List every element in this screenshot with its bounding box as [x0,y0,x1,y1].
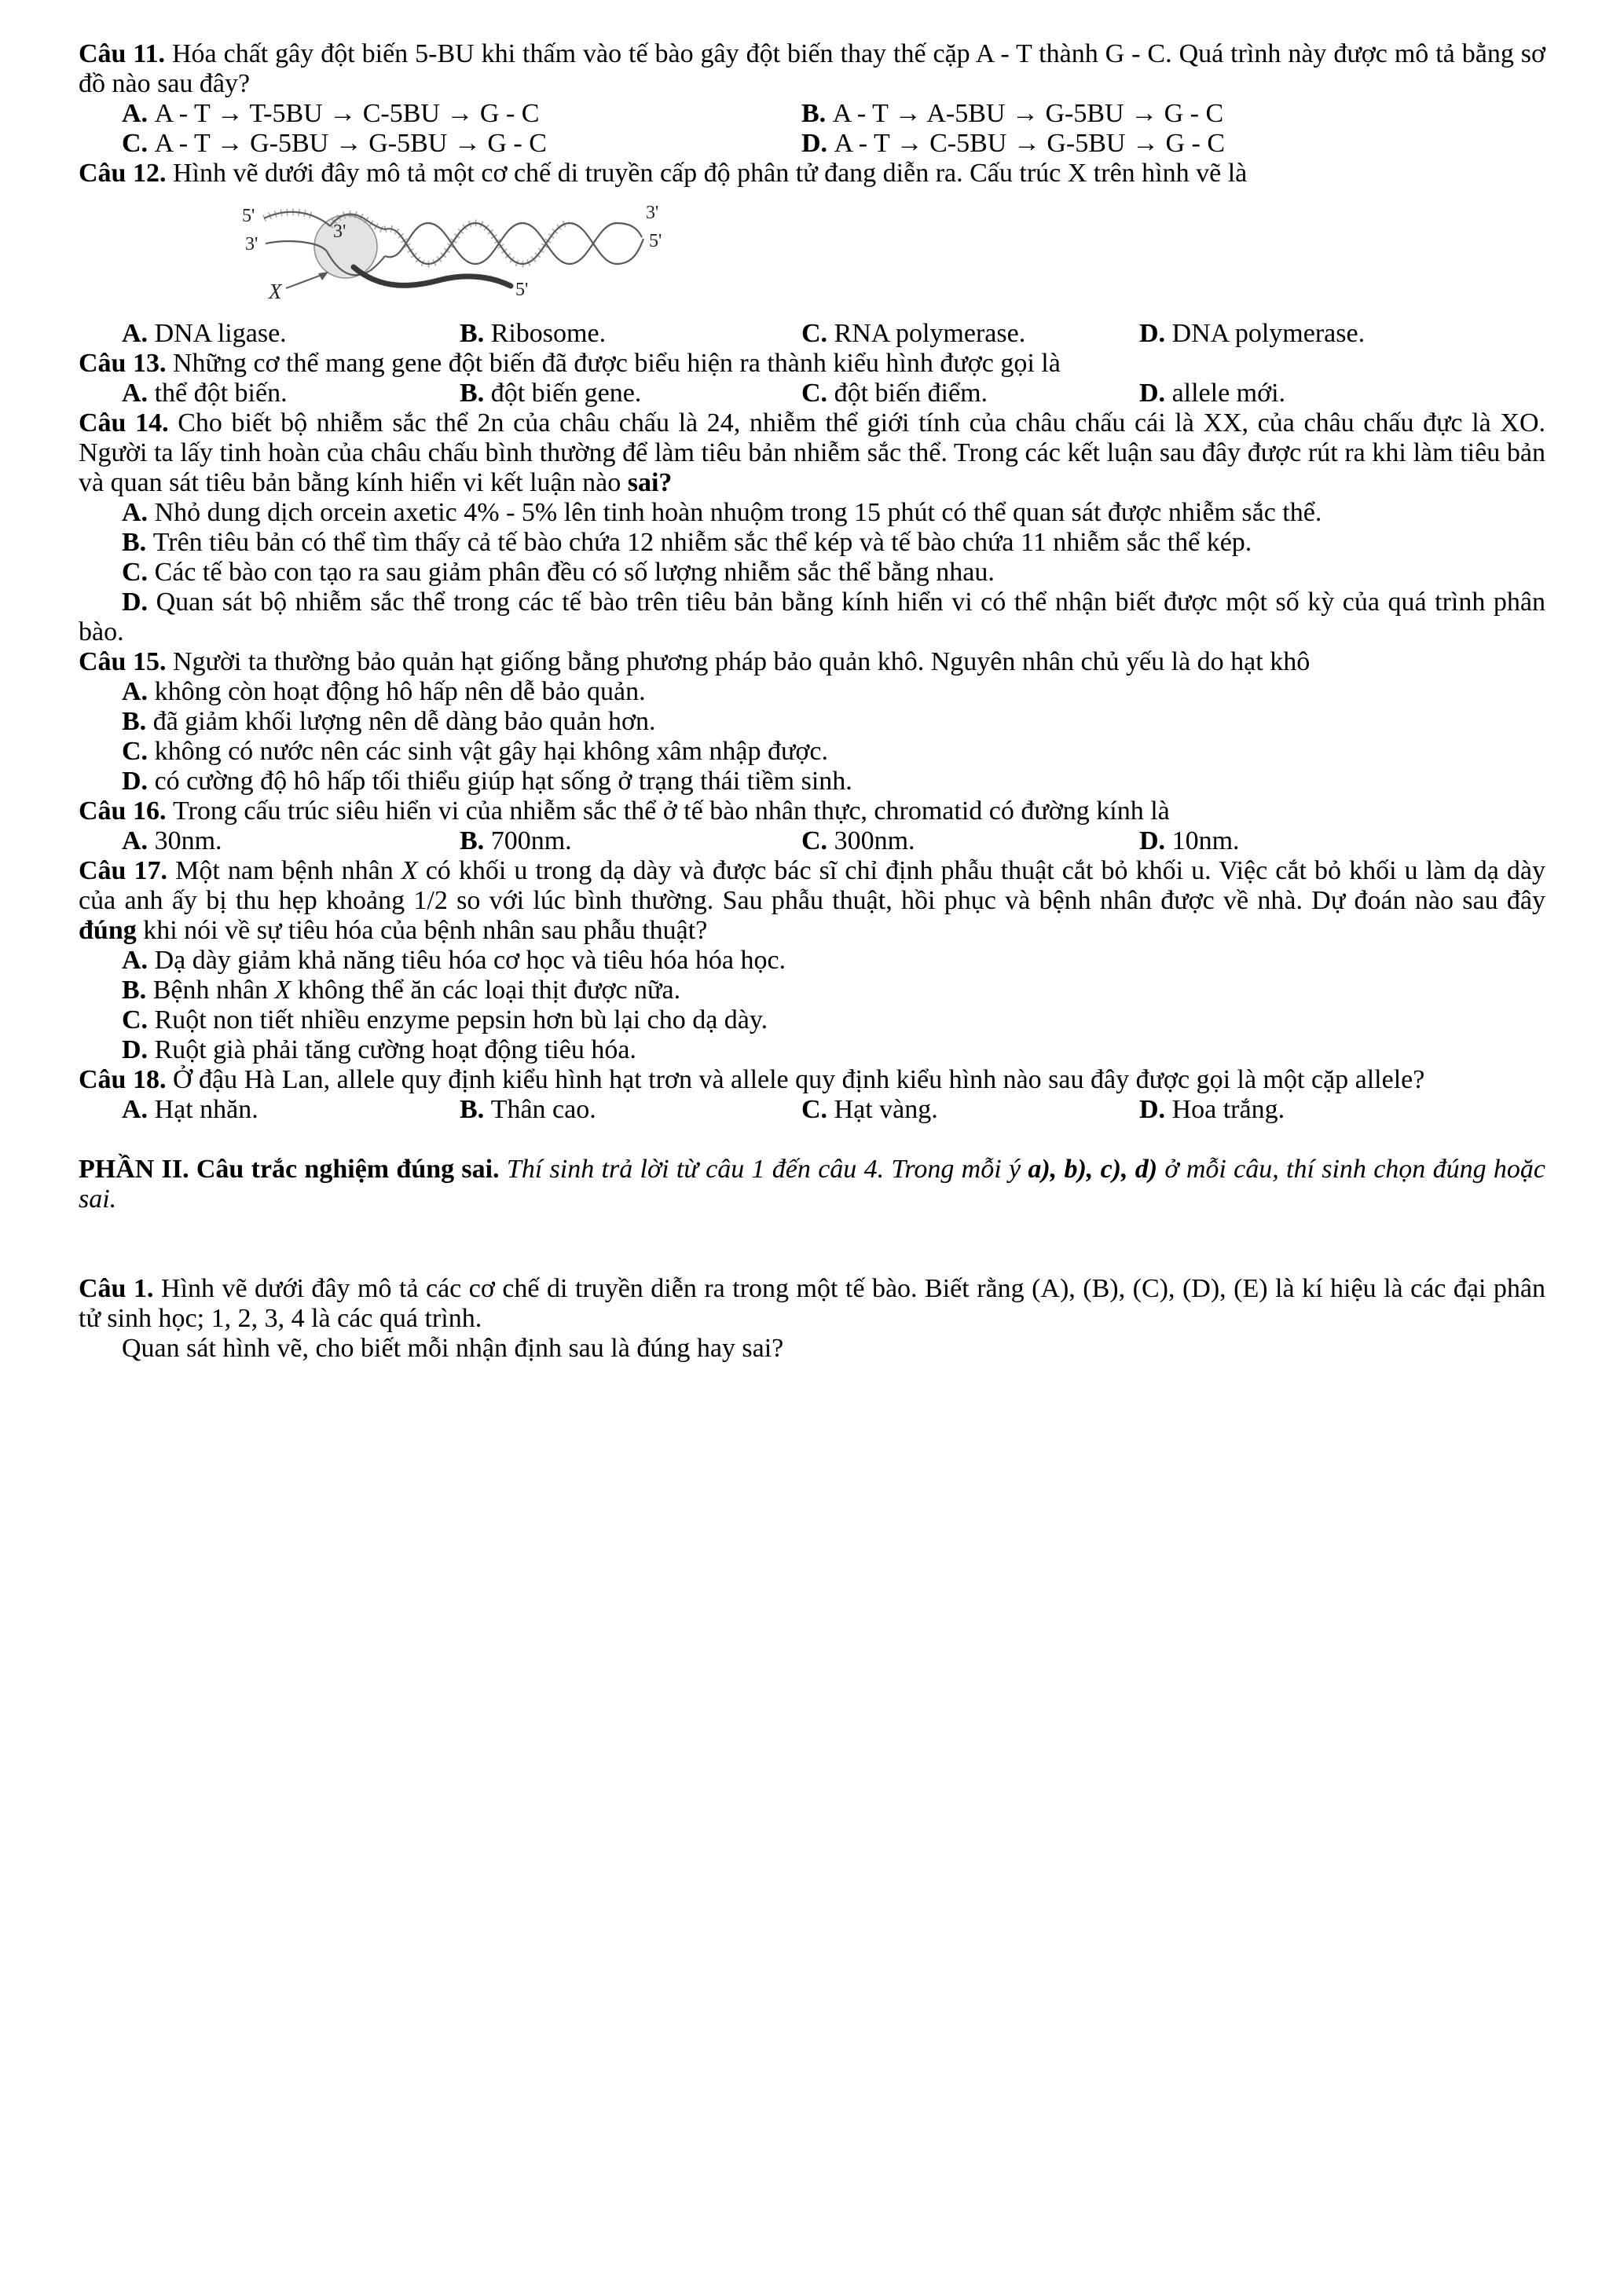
text-run: DNA ligase. [154,319,287,348]
rna-strand [354,267,511,286]
question-number: Câu 13. [79,349,173,378]
question-instruction: Quan sát hình vẽ, cho biết mỗi nhận định sau là đúng hay sai? [122,1334,784,1363]
text-run: Trên tiêu bản có thể tìm thấy cả tế bào chứa 12 nhiễm sắc thể kép và tế bào chứa 11 nhiễm sắc thể kép. [152,528,1252,557]
option-letter: C. [122,1005,155,1034]
answer-option-d [79,588,1545,647]
answer-option-c [122,129,801,159]
label-3-prime-bubble: 3' [333,222,346,242]
answer-option-c [801,379,1139,408]
text-run: A - T → G-5BU → G-5BU → G - C [154,129,547,158]
option-letter: D. [1139,826,1172,855]
answer-option-c [79,1005,1545,1035]
answer-options [79,319,1545,349]
answer-option-d [1139,1095,1545,1125]
option-letter: C. [801,379,834,408]
section-heading-text [79,1155,1545,1214]
answer-option-a [79,498,1545,528]
text-run: DNA polymerase. [1171,319,1366,348]
text-run: Cho biết bộ nhiễm sắc thể 2n của châu chấu là 24, nhiễm thể giới tính của châu chấu cái là XX, của châu chấu đực là XO. Người ta lấy tinh hoàn của châu chấu bình thường để làm tiêu bản nhiễm sắc thể. Trong các kết luận sau đây được rút ra khi làm tiêu bản và quan sát tiêu bản bằng kính hiển vi kết luận nào [79,408,1545,497]
answer-option-d [1139,379,1545,408]
section-heading [79,1155,1545,1214]
answer-options [79,1095,1545,1125]
answer-options [79,826,1545,856]
question-number: Câu 1. [79,1274,161,1303]
text-run: khi nói về sự tiêu hóa của bệnh nhân sau phẫu thuật? [136,916,708,945]
question-block [79,349,1545,408]
option-letter: D. [122,767,155,796]
answer-options [79,379,1545,408]
text-run: không có nước nên các sinh vật gây hại không xâm nhập được. [154,737,828,766]
question-number: Câu 17. [79,856,176,885]
label-5-prime-rna-end: 5' [515,280,529,300]
text-run: không thể ăn các loại thịt được nữa. [291,976,681,1005]
question-block [79,408,1545,647]
text-run: Ruột già phải tăng cường hoạt động tiêu hóa. [154,1035,636,1064]
answer-option-c [801,319,1139,349]
option-letter: A. [122,319,155,348]
answer-option-b [460,826,801,856]
option-letter: C. [801,1095,834,1124]
pointer-arrowhead [318,272,328,280]
text-run: Bệnh nhân [152,976,275,1005]
text-run: Một nam bệnh nhân [175,856,401,885]
answer-option-b [79,976,1545,1005]
answer-option-b [460,319,801,349]
answer-option-a [122,99,801,129]
answer-option-c [801,826,1139,856]
text-run: A - T → A-5BU → G-5BU → G - C [832,99,1224,128]
answer-option-d [79,1035,1545,1065]
text-run: Hình vẽ dưới đây mô tả các cơ chế di truyền diễn ra trong một tế bào. Biết rằng (A), (B), (C), (D), (E) là kí hiệu là các đại phân tử sinh học; 1, 2, 3, 4 là các quá trình. [79,1274,1545,1333]
option-letter: C. [122,737,155,766]
question-text [79,159,1545,189]
option-letter: D. [122,1035,155,1064]
label-3-prime-right-top: 3' [646,203,659,223]
option-letter: B. [122,976,153,1005]
text-run: X [274,976,291,1005]
option-letter: B. [460,319,491,348]
text-run: Hình vẽ dưới đây mô tả một cơ chế di truyền cấp độ phân tử đang diễn ra. Cấu trúc X trên hình vẽ là [172,159,1248,188]
answer-option-a [79,946,1545,976]
option-letter: B. [460,826,491,855]
text-run: 10nm. [1171,826,1240,855]
question-text [79,856,1545,946]
question-text [79,1274,1545,1334]
text-run: Hoa trắng. [1171,1095,1285,1124]
answer-option-a [122,826,460,856]
text-run: Hạt vàng. [834,1095,938,1124]
answer-option-a [122,379,460,408]
text-run: Các tế bào con tạo ra sau giảm phân đều có số lượng nhiễm sắc thể bằng nhau. [154,558,995,587]
text-run: đúng [79,916,137,945]
text-run: đột biến điểm. [834,379,988,408]
option-letter: D. [122,588,156,617]
option-letter: A. [122,677,155,706]
text-run: Hạt nhăn. [154,1095,258,1124]
answer-option-b [79,528,1545,558]
text-run: Thí sinh trả lời từ câu 1 đến câu 4. Trong mỗi ý [506,1155,1028,1184]
text-run: đột biến gene. [490,379,642,408]
question-block [79,1274,1545,1364]
answer-option-b [460,1095,801,1125]
text-run: A - T → T-5BU → C-5BU → G - C [154,99,540,128]
question-block [79,39,1545,159]
text-run: Quan sát bộ nhiễm sắc thể trong các tế bào trên tiêu bản bằng kính hiển vi có thể nhận biết được một số kỳ của quá trình phân bào. [79,588,1545,646]
dna-transcription-diagram [236,195,664,314]
answer-option-b [460,379,801,408]
answer-option-d [1139,826,1545,856]
option-letter: A. [122,826,155,855]
label-5-prime-left-top: 5' [242,206,255,226]
option-letter: A. [122,379,155,408]
question-text [79,39,1545,99]
answer-option-d [801,129,1545,159]
answer-option-c [79,737,1545,767]
text-run: Ở đậu Hà Lan, allele quy định kiểu hình hạt trơn và allele quy định kiểu hình nào sau đây được gọi là một cặp allele? [172,1065,1425,1094]
question-number: Câu 18. [79,1065,173,1094]
dna-strand [264,212,330,226]
answer-options [79,677,1545,796]
option-letter: B. [460,1095,491,1124]
option-letter: C. [122,129,155,158]
question-text [79,647,1545,677]
question-text [79,349,1545,379]
answer-option-c [801,1095,1139,1125]
text-run: đã giảm khối lượng nên dễ dàng bảo quản hơn. [152,707,656,736]
option-letter: C. [122,558,155,587]
text-run: Hóa chất gây đột biến 5-BU khi thấm vào tế bào gây đột biến thay thế cặp A - T thành G - C. Quá trình này được mô tả bằng sơ đồ nào sau đây? [79,39,1545,98]
text-run: không còn hoạt động hô hấp nên dễ bảo quản. [154,677,646,706]
question-number: Câu 11. [79,39,172,68]
question-number: Câu 15. [79,647,173,676]
option-letter: B. [801,99,833,128]
answer-options [79,498,1545,647]
answer-option-b [801,99,1545,129]
text-run: Thân cao. [490,1095,596,1124]
answer-option-a [79,677,1545,707]
option-letter: A. [122,99,155,128]
label-structure-x: X [269,280,282,303]
answer-option-d [1139,319,1545,349]
text-run: allele mới. [1171,379,1286,408]
answer-option-a [122,319,460,349]
text-run: a), b), c), d) [1028,1155,1158,1184]
option-letter: A. [122,946,155,975]
question-block [79,647,1545,796]
option-letter: D. [1139,1095,1172,1124]
text-run: RNA polymerase. [834,319,1026,348]
option-letter: B. [460,379,491,408]
base-pair-ticks [385,223,570,264]
text-run: sai? [627,468,673,497]
text-run: Người ta thường bảo quản hạt giống bằng phương pháp bảo quản khô. Nguyên nhân chủ yếu là do hạt khô [172,647,1311,676]
text-run: X [401,856,418,885]
dna-transcription-figure [236,195,1545,314]
text-run: 700nm. [490,826,572,855]
answer-options [79,99,1545,159]
text-run: Trong cấu trúc siêu hiển vi của nhiễm sắc thể ở tế bào nhân thực, chromatid có đường kính là [172,796,1170,826]
text-run: Ribosome. [490,319,607,348]
text-run: Nhỏ dung dịch orcein axetic 4% - 5% lên tinh hoàn nhuộm trong 15 phút có thể quan sát được nhiễm sắc thể. [154,498,1322,527]
question-text [79,1065,1545,1095]
answer-option-c [79,558,1545,588]
text-run: Ruột non tiết nhiều enzyme pepsin hơn bù lại cho dạ dày. [154,1005,768,1034]
question-block [79,856,1545,1065]
text-run: 30nm. [154,826,222,855]
question-block [79,159,1545,349]
pointer-line [286,274,324,288]
text-run: 300nm. [834,826,915,855]
label-5-prime-right-bottom: 5' [649,231,662,251]
option-letter: C. [801,319,834,348]
option-letter: D. [801,129,834,158]
option-letter: B. [122,528,153,557]
question-block [79,796,1545,856]
option-letter: A. [122,498,155,527]
text-run: thể đột biến. [154,379,288,408]
text-run: Những cơ thể mang gene đột biến đã được biểu hiện ra thành kiểu hình được gọi là [172,349,1061,378]
text-run: Dạ dày giảm khả năng tiêu hóa cơ học và tiêu hóa hóa học. [154,946,786,975]
question-text [79,408,1545,498]
question-number: Câu 12. [79,159,173,188]
answer-option-b [79,707,1545,737]
label-3-prime-left-bottom: 3' [245,234,258,255]
text-run: A - T → C-5BU → G-5BU → G - C [834,129,1225,158]
answer-option-d [79,767,1545,796]
text-run: có cường độ hô hấp tối thiểu giúp hạt sống ở trạng thái tiềm sinh. [154,767,852,796]
answer-options [79,946,1545,1065]
option-letter: B. [122,707,153,736]
text-run: PHẦN II. Câu trắc nghiệm đúng sai. [79,1155,507,1184]
question-number: Câu 16. [79,796,173,826]
question-text [79,796,1545,826]
question-number: Câu 14. [79,408,178,438]
text-run: có khối u trong dạ dày và được bác sĩ chỉ định phẫu thuật cắt bỏ khối u. Việc cắt bỏ khối u làm dạ dày của anh ấy bị thu hẹp khoảng 1/2 so với lúc bình thường. Sau phẫu thuật, hồi phục và bệnh nhân được về nhà. Dự đoán nào sau đây [79,856,1545,915]
text-run: ở mỗi câu, thí sinh chọn đúng hoặc sai. [79,1155,1545,1214]
question-block [79,1065,1545,1125]
option-letter: D. [1139,379,1172,408]
option-letter: D. [1139,319,1172,348]
option-letter: C. [801,826,834,855]
option-letter: A. [122,1095,155,1124]
answer-option-a [122,1095,460,1125]
